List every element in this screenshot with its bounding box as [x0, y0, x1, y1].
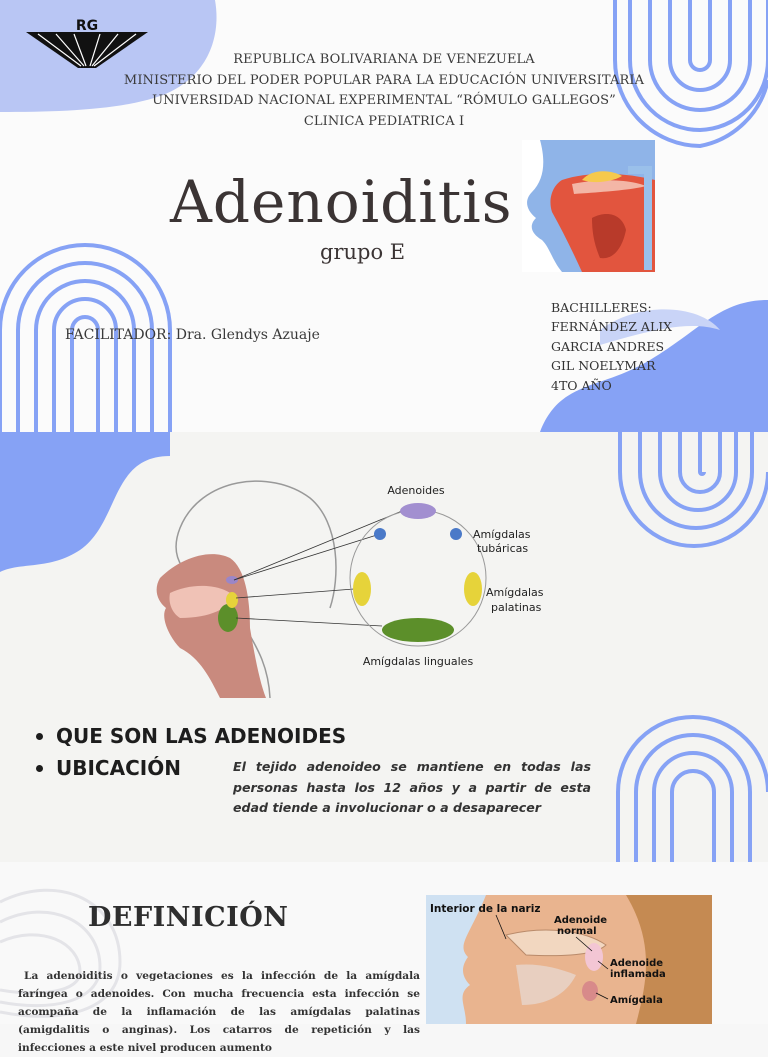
students-list — [551, 298, 672, 395]
student-name: GARCIA ANDRES — [551, 338, 665, 354]
label-adenoides: Adenoides — [387, 484, 445, 497]
label-normal-2: normal — [557, 926, 597, 937]
institution-header — [0, 50, 768, 132]
definition-slide — [0, 862, 768, 1054]
student-name: FERNÁNDEZ ALIX — [551, 319, 673, 335]
facilitator-line: FACILITADOR: Dra. Glendys Azuaje — [65, 327, 320, 343]
palatinas-left-mark — [353, 572, 371, 606]
bullet-text: QUE SON LAS ADENOIDES — [56, 724, 347, 748]
blob-top-left — [0, 432, 170, 572]
header-line: REPUBLICA BOLIVARIANA DE VENEZUELA — [233, 52, 535, 67]
adenoid-face-image — [426, 895, 712, 1024]
tonsils-diagram — [150, 468, 550, 704]
presentation-subtitle: grupo E — [320, 240, 406, 264]
tubaricas-right-mark — [450, 528, 462, 540]
student-name: GIL NOELYMAR — [551, 358, 656, 374]
students-heading: BACHILLERES: — [551, 300, 652, 315]
student-year: 4TO AÑO — [551, 377, 612, 393]
label-linguales: Amígdalas linguales — [362, 655, 474, 668]
location-slide — [0, 432, 768, 862]
label-tubaricas-1: Amígdalas — [473, 528, 531, 541]
bullet-text: UBICACIÓN — [56, 756, 181, 780]
label-amigdala: Amígdala — [610, 995, 663, 1006]
tubaricas-left-mark — [374, 528, 386, 540]
adenoid-note: El tejido adenoideo se mantiene en todas las personas hasta los 12 años y a partir de esta edad tiende a involucionar o a desaparecer — [233, 759, 591, 815]
label-inflamada-1: Adenoide — [610, 958, 664, 969]
label-inflamada-2: inflamada — [610, 969, 666, 980]
header-line: UNIVERSIDAD NACIONAL EXPERIMENTAL “RÓMULO GALLEGOS” — [152, 93, 616, 108]
label-palatinas-1: Amígdalas — [486, 586, 544, 599]
nasal-anatomy-image — [522, 140, 655, 272]
linguales-mark — [382, 618, 454, 642]
arches-bottom-right — [618, 717, 768, 862]
bullet-dot-icon — [36, 765, 43, 772]
title-slide — [0, 0, 768, 432]
definition-body: La adenoiditis o vegetaciones es la infección de la amígdala faríngea o adenoides. Con mucha frecuencia esta infección se acompaña de la inflamación de las amígdalas palatinas (amigdalitis o anginas). Los catarros de repetición y las infecciones a este nivel producen aumento — [18, 970, 420, 1054]
header-line: CLINICA PEDIATRICA I — [303, 113, 465, 129]
header-line: MINISTERIO DEL PODER POPULAR PARA LA EDUCACIÓN UNIVERSITARIA — [123, 72, 645, 88]
palatinas-right-mark — [464, 572, 482, 606]
label-palatinas-2: palatinas — [491, 601, 542, 614]
logo-text: RG — [75, 18, 99, 34]
adenoides-mark — [400, 503, 436, 519]
throat-section — [157, 554, 266, 698]
definition-title: DEFINICIÓN — [88, 902, 289, 933]
label-tubaricas-2: tubáricas — [477, 542, 529, 555]
bullet-item — [36, 720, 346, 752]
label-nariz: Interior de la nariz — [430, 903, 541, 915]
label-normal-1: Adenoide — [554, 915, 608, 926]
presentation-title: Adenoiditis — [170, 168, 513, 236]
arches-top-right — [620, 432, 768, 546]
bullet-dot-icon — [36, 733, 43, 740]
